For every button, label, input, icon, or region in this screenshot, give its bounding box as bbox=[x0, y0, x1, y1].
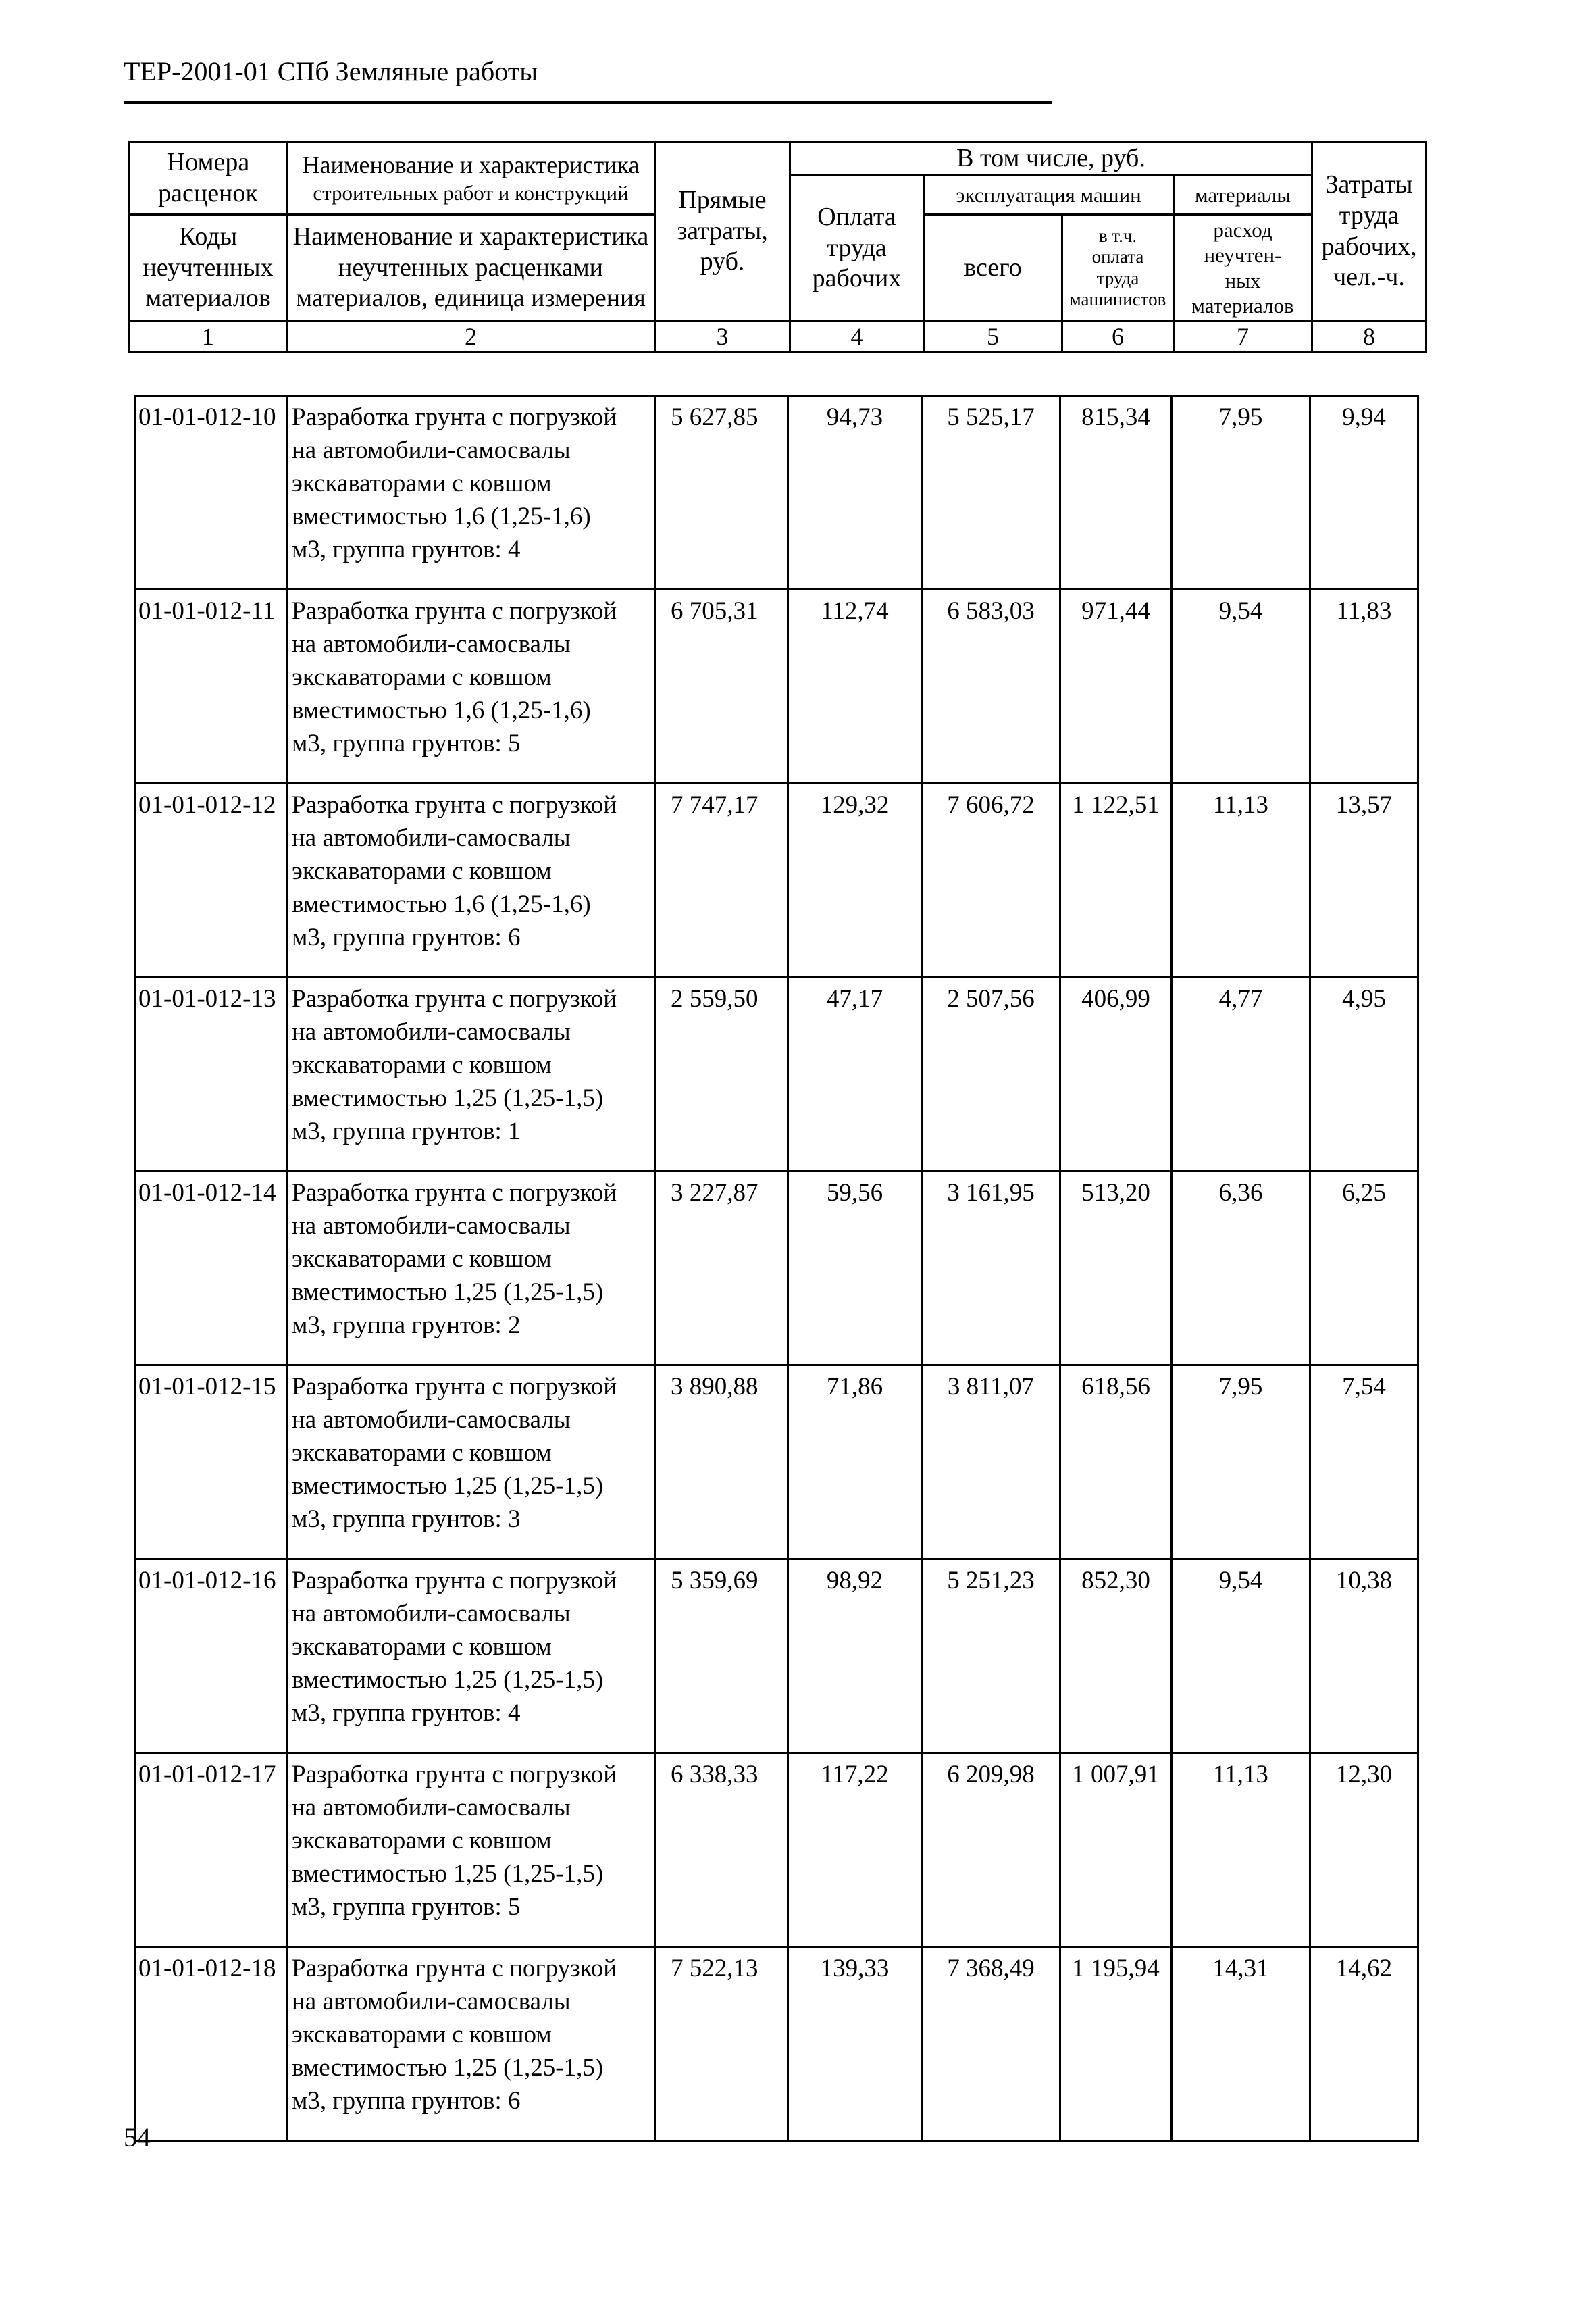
page-number: 54 bbox=[124, 2122, 151, 2153]
machines-total: 6 583,03 bbox=[922, 590, 1060, 784]
direct-costs: 6 705,31 bbox=[655, 590, 788, 784]
labor-hours: 13,57 bbox=[1310, 784, 1418, 978]
header-rate-numbers: Номера расценок bbox=[130, 142, 287, 215]
rate-code: 01-01-012-14 bbox=[135, 1172, 287, 1365]
operator-pay: 1 122,51 bbox=[1060, 784, 1172, 978]
rate-code: 01-01-012-11 bbox=[135, 590, 287, 784]
direct-costs: 5 359,69 bbox=[655, 1559, 788, 1753]
description-line: вместимостью 1,25 (1,25-1,5) bbox=[292, 1666, 604, 1694]
description-line: м3, группа грунтов: 4 bbox=[292, 536, 521, 563]
description-line: экскаваторами с ковшом bbox=[292, 1245, 552, 1273]
header-direct-costs: Прямые затраты, руб. bbox=[655, 142, 790, 322]
operator-pay: 513,20 bbox=[1060, 1172, 1172, 1365]
description-line: м3, группа грунтов: 6 bbox=[292, 2087, 521, 2115]
header-material-codes: Коды неучтенных материалов bbox=[130, 215, 287, 322]
header-unaccounted-materials: расход неучтен- ных материалов bbox=[1174, 215, 1312, 322]
machines-total: 6 209,98 bbox=[922, 1753, 1060, 1947]
description-line: м3, группа грунтов: 6 bbox=[292, 924, 521, 951]
col-num-7: 7 bbox=[1174, 322, 1312, 353]
rate-code: 01-01-012-10 bbox=[135, 396, 287, 590]
machines-total: 2 507,56 bbox=[922, 978, 1060, 1172]
worker-pay: 117,22 bbox=[788, 1753, 922, 1947]
work-description bbox=[287, 396, 655, 590]
labor-hours: 4,95 bbox=[1310, 978, 1418, 1172]
table-row bbox=[135, 1365, 1418, 1559]
description-line: вместимостью 1,6 (1,25-1,6) bbox=[292, 890, 591, 918]
machines-total: 3 811,07 bbox=[922, 1365, 1060, 1559]
description-line: м3, группа грунтов: 5 bbox=[292, 1893, 521, 1921]
header-machines-total: всего bbox=[924, 215, 1062, 322]
col-num-6: 6 bbox=[1062, 322, 1174, 353]
materials-cost: 14,31 bbox=[1172, 1947, 1310, 2141]
worker-pay: 112,74 bbox=[788, 590, 922, 784]
worker-pay: 139,33 bbox=[788, 1947, 922, 2141]
description-line: Разработка грунта с погрузкой bbox=[292, 1955, 617, 1982]
labor-hours: 6,25 bbox=[1310, 1172, 1418, 1365]
col-num-5: 5 bbox=[924, 322, 1062, 353]
description-line: экскаваторами с ковшом bbox=[292, 1633, 552, 1661]
description-line: м3, группа грунтов: 5 bbox=[292, 730, 521, 757]
operator-pay: 1 195,94 bbox=[1060, 1947, 1172, 2141]
materials-cost: 11,13 bbox=[1172, 784, 1310, 978]
description-line: экскаваторами с ковшом bbox=[292, 2021, 552, 2048]
description-line: Разработка грунта с погрузкой bbox=[292, 1567, 617, 1594]
col-num-3: 3 bbox=[655, 322, 790, 353]
description-line: вместимостью 1,25 (1,25-1,5) bbox=[292, 2054, 604, 2082]
table-row bbox=[135, 1947, 1418, 2141]
description-line: экскаваторами с ковшом bbox=[292, 1827, 552, 1855]
description-line: м3, группа грунтов: 1 bbox=[292, 1117, 521, 1145]
header-labor-hours: Затраты труда рабочих, чел.-ч. bbox=[1312, 142, 1426, 322]
machines-total: 5 251,23 bbox=[922, 1559, 1060, 1753]
description-line: экскаваторами с ковшом bbox=[292, 1439, 552, 1467]
work-description bbox=[287, 1172, 655, 1365]
description-line: вместимостью 1,25 (1,25-1,5) bbox=[292, 1472, 604, 1500]
description-line: вместимостью 1,25 (1,25-1,5) bbox=[292, 1278, 604, 1306]
worker-pay: 94,73 bbox=[788, 396, 922, 590]
col-num-2: 2 bbox=[287, 322, 655, 353]
work-description bbox=[287, 1365, 655, 1559]
work-description bbox=[287, 1559, 655, 1753]
materials-cost: 9,54 bbox=[1172, 1559, 1310, 1753]
description-line: на автомобили-самосвалы bbox=[292, 1018, 571, 1046]
worker-pay: 59,56 bbox=[788, 1172, 922, 1365]
machines-total: 7 606,72 bbox=[922, 784, 1060, 978]
labor-hours: 9,94 bbox=[1310, 396, 1418, 590]
worker-pay: 129,32 bbox=[788, 784, 922, 978]
description-line: экскаваторами с ковшом bbox=[292, 857, 552, 885]
rate-code: 01-01-012-17 bbox=[135, 1753, 287, 1947]
table-row bbox=[135, 590, 1418, 784]
header-including: В том числе, руб. bbox=[790, 142, 1312, 176]
worker-pay: 71,86 bbox=[788, 1365, 922, 1559]
rate-code: 01-01-012-18 bbox=[135, 1947, 287, 2141]
table-row bbox=[135, 978, 1418, 1172]
materials-cost: 11,13 bbox=[1172, 1753, 1310, 1947]
direct-costs: 6 338,33 bbox=[655, 1753, 788, 1947]
work-description bbox=[287, 1753, 655, 1947]
description-line: м3, группа грунтов: 2 bbox=[292, 1311, 521, 1339]
description-line: экскаваторами с ковшом bbox=[292, 663, 552, 691]
rate-code: 01-01-012-13 bbox=[135, 978, 287, 1172]
header-worker-pay: Оплата труда рабочих bbox=[790, 176, 924, 322]
description-line: вместимостью 1,25 (1,25-1,5) bbox=[292, 1084, 604, 1112]
work-description bbox=[287, 590, 655, 784]
machines-total: 5 525,17 bbox=[922, 396, 1060, 590]
description-line: Разработка грунта с погрузкой bbox=[292, 1761, 617, 1788]
header-rule bbox=[124, 101, 1052, 104]
description-line: м3, группа грунтов: 4 bbox=[292, 1699, 521, 1727]
description-line: на автомобили-самосвалы bbox=[292, 1600, 571, 1628]
description-line: на автомобили-самосвалы bbox=[292, 1794, 571, 1821]
description-line: вместимостью 1,25 (1,25-1,5) bbox=[292, 1860, 604, 1888]
machines-total: 3 161,95 bbox=[922, 1172, 1060, 1365]
labor-hours: 11,83 bbox=[1310, 590, 1418, 784]
table-row bbox=[135, 1172, 1418, 1365]
description-line: на автомобили-самосвалы bbox=[292, 1212, 571, 1240]
table-row bbox=[135, 396, 1418, 590]
table-header bbox=[128, 141, 1427, 353]
description-line: Разработка грунта с погрузкой bbox=[292, 1373, 617, 1401]
operator-pay: 1 007,91 bbox=[1060, 1753, 1172, 1947]
rates-table bbox=[134, 395, 1419, 2142]
table-row bbox=[135, 1753, 1418, 1947]
header-materials: материалы bbox=[1174, 176, 1312, 215]
rate-code: 01-01-012-16 bbox=[135, 1559, 287, 1753]
direct-costs: 2 559,50 bbox=[655, 978, 788, 1172]
description-line: м3, группа грунтов: 3 bbox=[292, 1505, 521, 1533]
direct-costs: 3 890,88 bbox=[655, 1365, 788, 1559]
operator-pay: 815,34 bbox=[1060, 396, 1172, 590]
direct-costs: 7 522,13 bbox=[655, 1947, 788, 2141]
description-line: на автомобили-самосвалы bbox=[292, 436, 571, 464]
worker-pay: 47,17 bbox=[788, 978, 922, 1172]
description-line: Разработка грунта с погрузкой bbox=[292, 985, 617, 1013]
description-line: Разработка грунта с погрузкой bbox=[292, 403, 617, 431]
direct-costs: 3 227,87 bbox=[655, 1172, 788, 1365]
description-line: Разработка грунта с погрузкой bbox=[292, 597, 617, 625]
materials-cost: 4,77 bbox=[1172, 978, 1310, 1172]
materials-cost: 7,95 bbox=[1172, 1365, 1310, 1559]
materials-cost: 9,54 bbox=[1172, 590, 1310, 784]
description-line: на автомобили-самосвалы bbox=[292, 1988, 571, 2015]
table-row bbox=[135, 784, 1418, 978]
header-material-names: Наименование и характеристика неучтенных расценками материалов, единица измерения bbox=[287, 215, 655, 322]
rate-code: 01-01-012-12 bbox=[135, 784, 287, 978]
description-line: Разработка грунта с погрузкой bbox=[292, 1179, 617, 1207]
header-operator-pay: в т.ч. оплата труда машинистов bbox=[1062, 215, 1174, 322]
operator-pay: 852,30 bbox=[1060, 1559, 1172, 1753]
operator-pay: 618,56 bbox=[1060, 1365, 1172, 1559]
description-line: на автомобили-самосвалы bbox=[292, 630, 571, 658]
direct-costs: 5 627,85 bbox=[655, 396, 788, 590]
col-num-4: 4 bbox=[790, 322, 924, 353]
labor-hours: 10,38 bbox=[1310, 1559, 1418, 1753]
work-description bbox=[287, 978, 655, 1172]
description-line: на автомобили-самосвалы bbox=[292, 824, 571, 852]
description-line: на автомобили-самосвалы bbox=[292, 1406, 571, 1434]
description-line: вместимостью 1,6 (1,25-1,6) bbox=[292, 697, 591, 724]
operator-pay: 406,99 bbox=[1060, 978, 1172, 1172]
materials-cost: 6,36 bbox=[1172, 1172, 1310, 1365]
col-num-1: 1 bbox=[130, 322, 287, 353]
description-line: вместимостью 1,6 (1,25-1,6) bbox=[292, 503, 591, 530]
direct-costs: 7 747,17 bbox=[655, 784, 788, 978]
materials-cost: 7,95 bbox=[1172, 396, 1310, 590]
table-row bbox=[135, 1559, 1418, 1753]
machines-total: 7 368,49 bbox=[922, 1947, 1060, 2141]
description-line: экскаваторами с ковшом bbox=[292, 1051, 552, 1079]
col-num-8: 8 bbox=[1312, 322, 1426, 353]
document-title: ТЕР-2001-01 СПб Земляные работы bbox=[124, 56, 538, 86]
rate-code: 01-01-012-15 bbox=[135, 1365, 287, 1559]
description-line: Разработка грунта с погрузкой bbox=[292, 791, 617, 819]
work-description bbox=[287, 784, 655, 978]
header-machine-operation: эксплуатация машин bbox=[924, 176, 1174, 215]
work-description bbox=[287, 1947, 655, 2141]
labor-hours: 7,54 bbox=[1310, 1365, 1418, 1559]
labor-hours: 14,62 bbox=[1310, 1947, 1418, 2141]
worker-pay: 98,92 bbox=[788, 1559, 922, 1753]
labor-hours: 12,30 bbox=[1310, 1753, 1418, 1947]
description-line: экскаваторами с ковшом bbox=[292, 470, 552, 497]
operator-pay: 971,44 bbox=[1060, 590, 1172, 784]
header-work-name: Наименование и характеристика строительных работ и конструкций bbox=[287, 142, 655, 215]
